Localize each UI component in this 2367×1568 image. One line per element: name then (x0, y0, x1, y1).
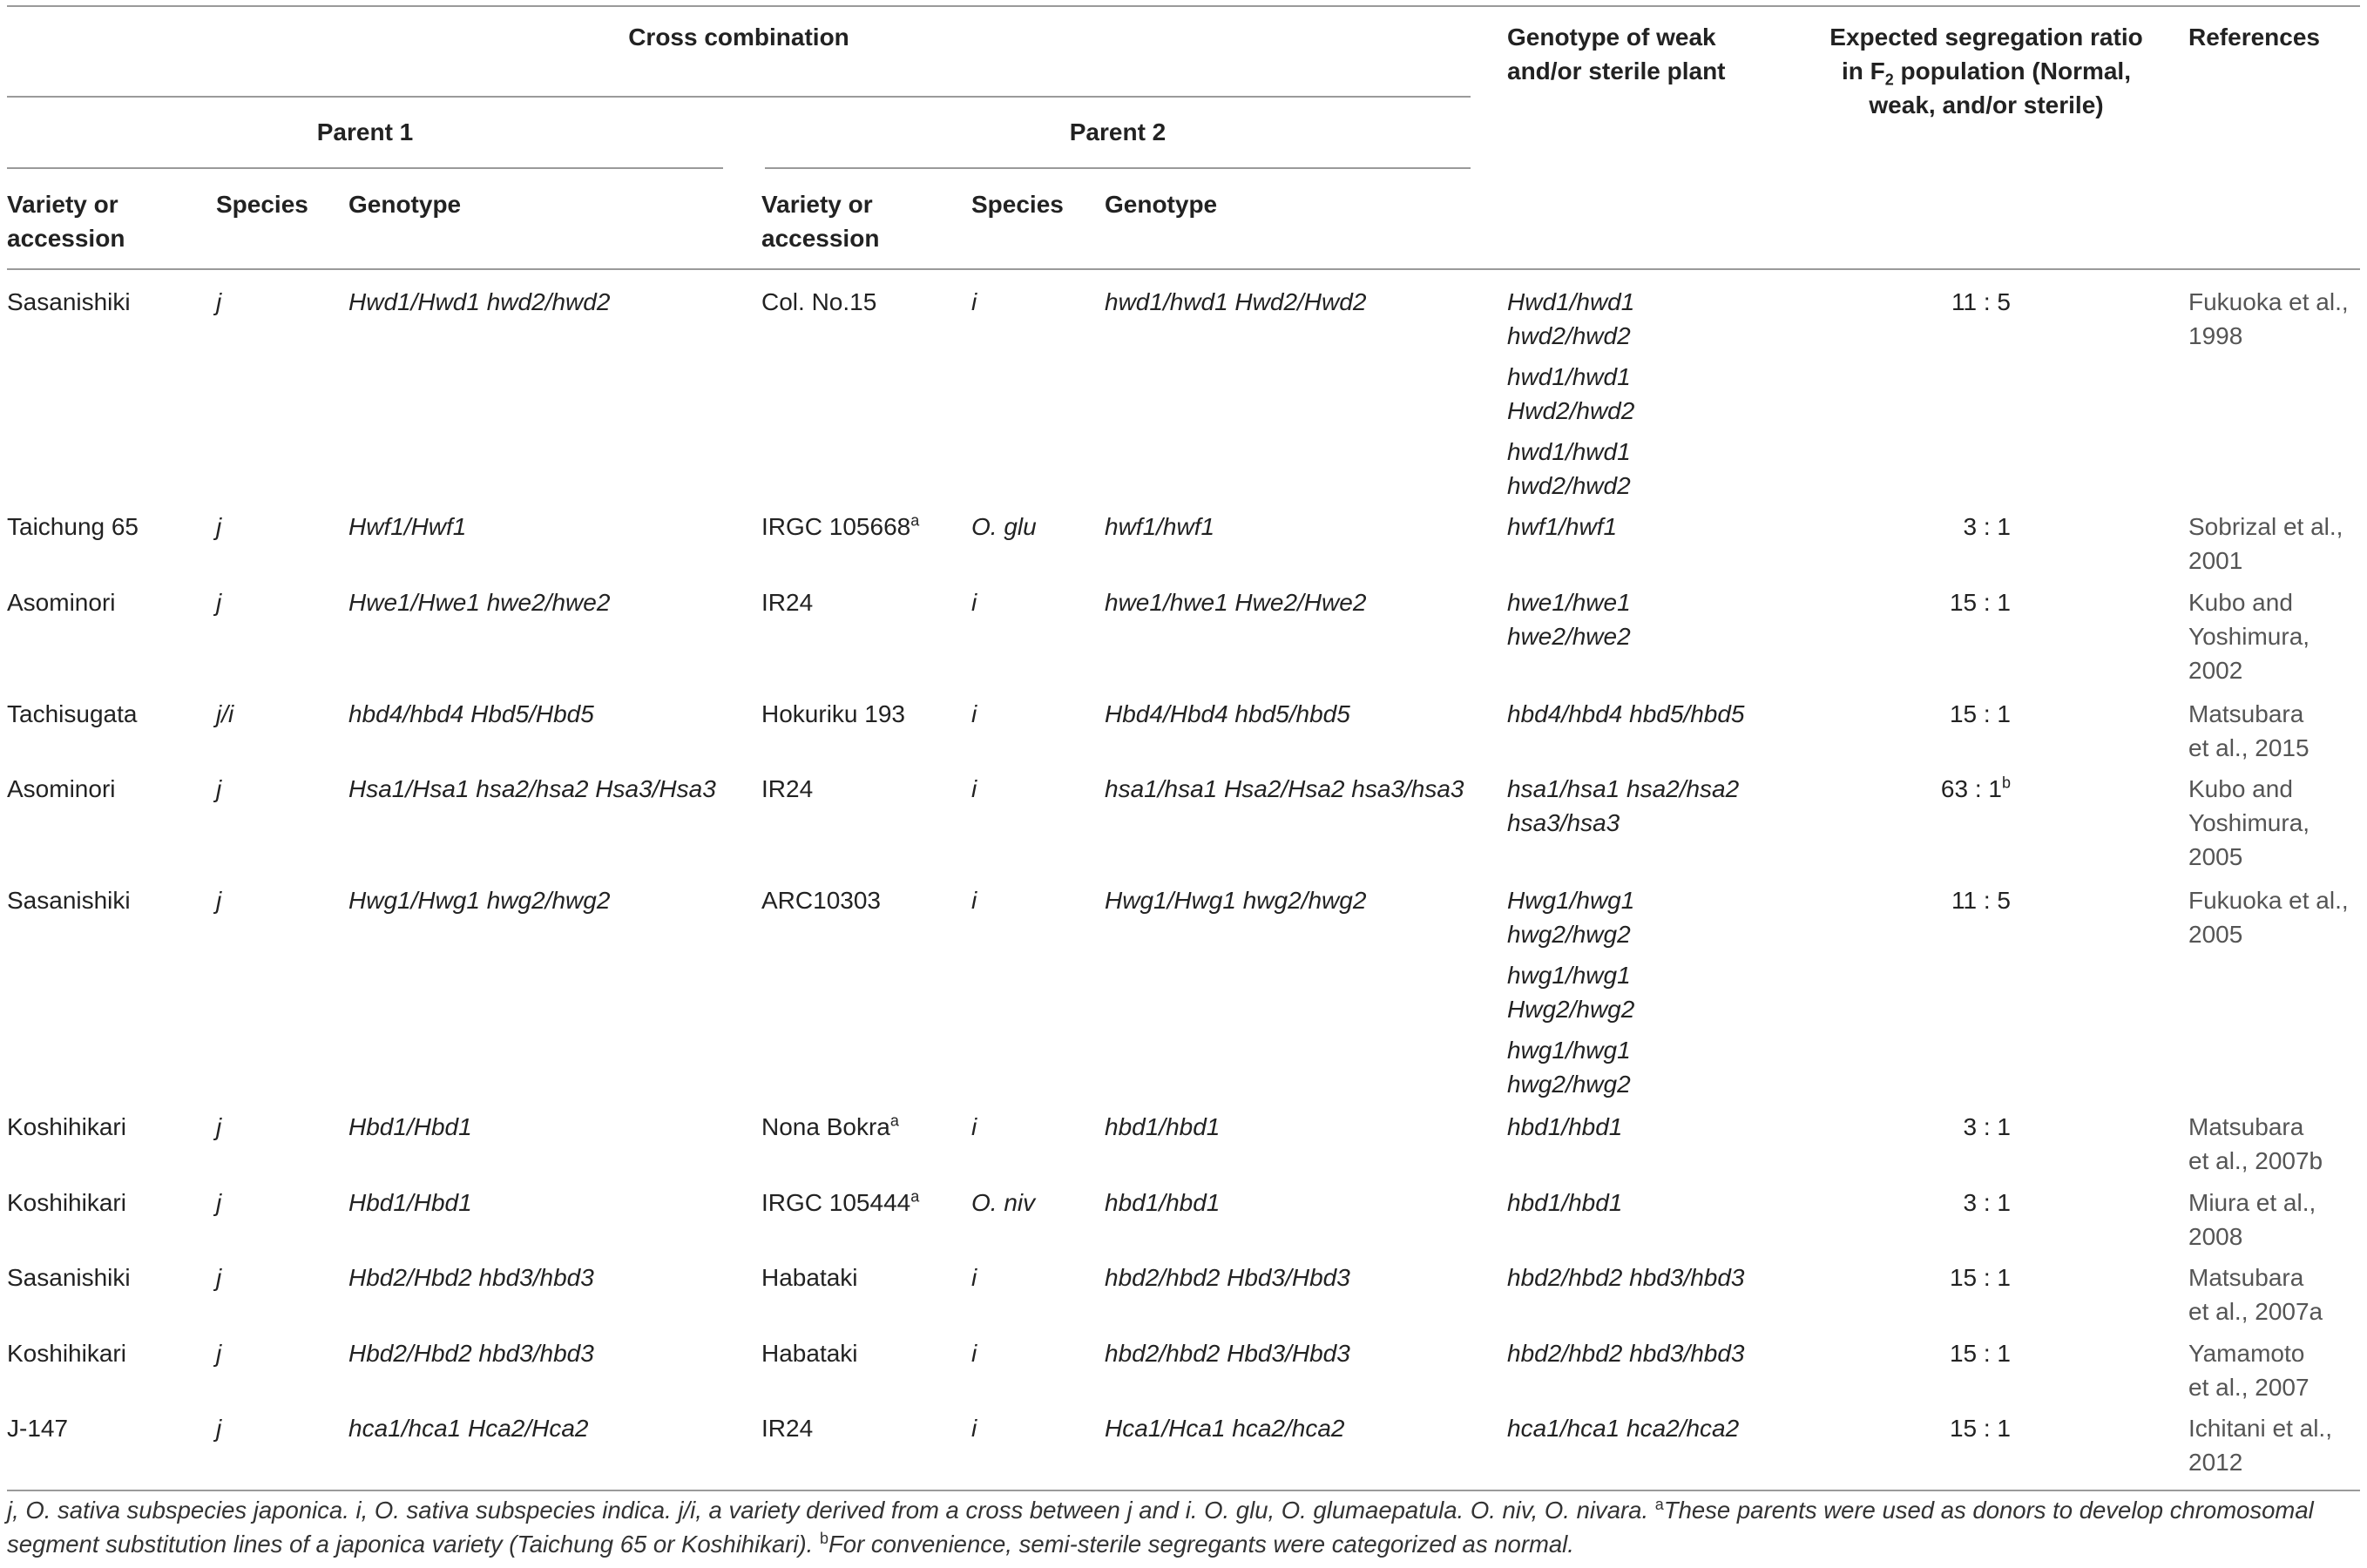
p2-variety-name: IR24 (761, 775, 814, 802)
p1-genotype-cell: Hwf1/Hwf1 (348, 513, 467, 540)
p1-variety-cell: J-147 (7, 1415, 69, 1442)
weak-genotype-line: hwe1/hwe1 (1507, 589, 1631, 616)
segregation-ratio-value: 15 : 1 (1949, 589, 2011, 616)
parent1-rule (7, 167, 723, 169)
table-bottom-rule (7, 1490, 2360, 1491)
p1-variety-cell: Taichung 65 (7, 513, 139, 540)
table-footnote (7, 1493, 2350, 1561)
weak-genotype-line: hsa1/hsa1 hsa2/hsa2 (1507, 775, 1740, 802)
reference-line: Ichitani et al., (2188, 1415, 2332, 1442)
parent2-rule (765, 167, 1471, 169)
segregation-ratio-cell (1899, 1260, 2011, 1294)
p2-variety-cell (761, 772, 813, 806)
p2-species-cell: i (971, 1113, 977, 1140)
parent2-header: Parent 2 (1069, 118, 1167, 145)
p1-variety-cell: Sasanishiki (7, 887, 131, 914)
p1-genotype-cell: Hsa1/Hsa1 hsa2/hsa2 Hsa3/Hsa3 (348, 775, 716, 802)
segregation-ratio-header (1803, 20, 2169, 122)
weak-genotype-line: Hwd2/hwd2 (1507, 397, 1635, 424)
weak-genotype-line: hwd2/hwd2 (1507, 322, 1631, 349)
weak-genotype-line: hwg1/hwg1 (1507, 1037, 1631, 1064)
p1-variety-cell: Sasanishiki (7, 288, 131, 315)
cross-combination-header: Cross combination (628, 24, 849, 51)
segregation-ratio-value: 15 : 1 (1949, 1264, 2011, 1291)
p2-genotype-cell: hbd2/hbd2 Hbd3/Hbd3 (1105, 1264, 1350, 1291)
weak-genotype-cell (1507, 1186, 1622, 1220)
p1-species-cell: j/i (216, 700, 234, 727)
reference-line: 2005 (2188, 843, 2243, 870)
p1-genotype-cell: Hbd2/Hbd2 hbd3/hbd3 (348, 1264, 594, 1291)
p1-species-header: Species (216, 191, 308, 218)
reference-line: 2012 (2188, 1449, 2243, 1476)
reference-cell (2188, 1411, 2332, 1479)
p2-genotype-cell: hsa1/hsa1 Hsa2/Hsa2 hsa3/hsa3 (1105, 775, 1464, 802)
p2-genotype-header: Genotype (1105, 191, 1218, 218)
weak-genotype-header (1507, 20, 1726, 88)
reference-line: Yamamoto (2188, 1340, 2305, 1367)
reference-line: Miura et al., (2188, 1189, 2316, 1216)
segregation-ratio-cell (1899, 585, 2011, 619)
p1-genotype-header: Genotype (348, 191, 462, 218)
p1-species-cell: j (216, 1113, 222, 1140)
p2-variety-name: Habataki (761, 1340, 858, 1367)
p2-variety-name: IRGC 105668 (761, 513, 911, 540)
p1-variety-header-line2: accession (7, 225, 125, 252)
p2-variety-name: IR24 (761, 589, 814, 616)
p2-species-cell: i (971, 1415, 977, 1442)
p2-genotype-cell: hwd1/hwd1 Hwd2/Hwd2 (1105, 288, 1367, 315)
p1-species-cell: j (216, 887, 222, 914)
p2-variety-cell (761, 1411, 813, 1445)
p1-species-cell: j (216, 513, 222, 540)
segregation-header-line1: Expected segregation ratio (1829, 24, 2143, 51)
weak-genotype-cell (1507, 285, 1634, 503)
weak-genotype-cell (1507, 1110, 1622, 1144)
reference-line: Matsubara (2188, 700, 2304, 727)
weak-genotype-cell (1507, 883, 1634, 1101)
p2-variety-note-mark: a (910, 511, 920, 530)
reference-line: et al., 2007 (2188, 1374, 2310, 1401)
weak-genotype-line: hwf1/hwf1 (1507, 513, 1618, 540)
p1-variety-cell: Asominori (7, 589, 116, 616)
weak-genotype-line: hwd2/hwd2 (1507, 472, 1631, 499)
p1-species-cell: j (216, 1264, 222, 1291)
weak-genotype-cell (1507, 585, 1631, 653)
p2-species-cell: i (971, 1264, 977, 1291)
p2-variety-cell (761, 1260, 858, 1294)
p1-species-cell: j (216, 589, 222, 616)
top-rule (7, 5, 2360, 7)
p2-species-cell: O. glu (971, 513, 1037, 540)
weak-genotype-line: hbd2/hbd2 hbd3/hbd3 (1507, 1340, 1745, 1367)
p2-variety-cell (761, 585, 813, 619)
segregation-ratio-cell (1899, 772, 2011, 806)
weak-genotype-line: hsa3/hsa3 (1507, 809, 1620, 836)
p2-variety-header-line1: Variety or (761, 191, 873, 218)
segregation-ratio-cell (1899, 285, 2011, 319)
p2-genotype-cell: hwe1/hwe1 Hwe2/Hwe2 (1105, 589, 1367, 616)
header-bottom-rule (7, 268, 2360, 270)
reference-line: 2008 (2188, 1223, 2243, 1250)
reference-cell (2188, 510, 2343, 578)
weak-genotype-cell (1507, 1336, 1745, 1370)
p1-genotype-cell: Hwd1/Hwd1 hwd2/hwd2 (348, 288, 611, 315)
p2-variety-header (761, 187, 879, 255)
reference-line: Matsubara (2188, 1264, 2304, 1291)
weak-genotype-cell (1507, 510, 1617, 544)
footnote-mark-a: a (1654, 1495, 1664, 1513)
p1-genotype-cell: Hbd2/Hbd2 hbd3/hbd3 (348, 1340, 594, 1367)
segregation-ratio-note-mark: b (2001, 774, 2011, 792)
p2-genotype-cell: Hwg1/Hwg1 hwg2/hwg2 (1105, 887, 1367, 914)
p1-variety-cell: Koshihikari (7, 1113, 126, 1140)
p1-species-cell: j (216, 775, 222, 802)
p2-species-cell: i (971, 700, 977, 727)
reference-cell (2188, 697, 2310, 765)
p2-variety-cell (761, 883, 881, 917)
p2-variety-cell (761, 1186, 919, 1220)
p2-genotype-cell: hbd1/hbd1 (1105, 1189, 1221, 1216)
segregation-ratio-cell (1899, 510, 2011, 544)
p2-genotype-cell: Hca1/Hca1 hca2/hca2 (1105, 1415, 1345, 1442)
p2-variety-cell (761, 1336, 858, 1370)
p2-species-cell: i (971, 589, 977, 616)
p1-genotype-cell: Hbd1/Hbd1 (348, 1189, 472, 1216)
reference-line: Matsubara (2188, 1113, 2304, 1140)
p2-genotype-cell: hwf1/hwf1 (1105, 513, 1215, 540)
weak-genotype-line: Hwd1/hwd1 (1507, 288, 1635, 315)
p2-variety-name: IR24 (761, 1415, 814, 1442)
segregation-header-line2: in $F_2$ population (Normal, (1842, 57, 2131, 89)
p2-variety-header-line2: accession (761, 225, 880, 252)
p1-variety-header-line1: Variety or (7, 191, 118, 218)
reference-line: 2001 (2188, 547, 2243, 574)
p2-species-header: Species (971, 191, 1064, 218)
reference-line: et al., 2007b (2188, 1147, 2323, 1174)
segregation-ratio-value: 11 : 5 (1951, 887, 2011, 914)
p2-variety-name: ARC10303 (761, 887, 881, 914)
p1-variety-cell: Tachisugata (7, 700, 138, 727)
reference-line: Fukuoka et al., (2188, 288, 2349, 315)
footnote-text-3: For convenience, semi-sterile segregants were categorized as normal. (828, 1531, 1574, 1558)
weak-genotype-header-line2: and/or sterile plant (1507, 57, 1726, 84)
p1-variety-cell: Koshihikari (7, 1189, 126, 1216)
segregation-ratio-value: 15 : 1 (1949, 1415, 2011, 1442)
cross-combination-rule (7, 96, 1471, 98)
weak-genotype-cell (1507, 1260, 1745, 1294)
reference-cell (2188, 285, 2349, 353)
reference-line: Fukuoka et al., (2188, 887, 2349, 914)
p1-species-cell: j (216, 1189, 222, 1216)
p1-species-cell: j (216, 1415, 222, 1442)
p1-variety-cell: Asominori (7, 775, 116, 802)
reference-line: 2005 (2188, 921, 2243, 948)
segregation-ratio-value: 3 : 1 (1963, 1113, 2011, 1140)
reference-cell (2188, 772, 2310, 874)
reference-cell (2188, 1186, 2316, 1254)
reference-cell (2188, 1336, 2310, 1404)
weak-genotype-line: hbd2/hbd2 hbd3/hbd3 (1507, 1264, 1745, 1291)
p2-variety-name: Nona Bokra (761, 1113, 890, 1140)
segregation-ratio-cell (1899, 1110, 2011, 1144)
segregation-header-line3: weak, and/or sterile) (1869, 91, 2104, 118)
reference-line: 2002 (2188, 657, 2243, 684)
footnote-mark-b: b (819, 1529, 828, 1547)
segregation-ratio-cell (1899, 1186, 2011, 1220)
reference-cell (2188, 585, 2310, 687)
p2-variety-note-mark: a (889, 1112, 899, 1130)
weak-genotype-cell (1507, 1411, 1739, 1445)
weak-genotype-line: hwg2/hwg2 (1507, 1071, 1631, 1098)
parent1-header: Parent 1 (316, 118, 414, 145)
segregation-ratio-value: 11 : 5 (1951, 288, 2011, 315)
p2-variety-cell (761, 285, 876, 319)
segregation-ratio-cell (1899, 1411, 2011, 1445)
segregation-ratio-cell (1899, 1336, 2011, 1370)
weak-genotype-cell (1507, 772, 1739, 840)
reference-line: et al., 2015 (2188, 734, 2310, 761)
weak-genotype-line: hbd1/hbd1 (1507, 1113, 1623, 1140)
segregation-ratio-value: 63 : 1 (1940, 775, 2002, 802)
p1-genotype-cell: Hwe1/Hwe1 hwe2/hwe2 (348, 589, 611, 616)
p2-variety-cell (761, 510, 919, 544)
p2-variety-name: IRGC 105444 (761, 1189, 911, 1216)
p1-species-cell: j (216, 1340, 222, 1367)
p1-genotype-cell: hbd4/hbd4 Hbd5/Hbd5 (348, 700, 594, 727)
p1-genotype-cell: Hbd1/Hbd1 (348, 1113, 472, 1140)
segregation-ratio-value: 15 : 1 (1949, 1340, 2011, 1367)
weak-genotype-line: hwd1/hwd1 (1507, 438, 1631, 465)
weak-genotype-line: Hwg1/hwg1 (1507, 887, 1635, 914)
p2-species-cell: i (971, 288, 977, 315)
reference-cell (2188, 1260, 2323, 1328)
weak-genotype-line: hwg2/hwg2 (1507, 921, 1631, 948)
weak-genotype-line: hwe2/hwe2 (1507, 623, 1631, 650)
weak-genotype-header-line1: Genotype of weak (1507, 24, 1716, 51)
weak-genotype-line: hbd4/hbd4 hbd5/hbd5 (1507, 700, 1745, 727)
p2-genotype-cell: hbd1/hbd1 (1105, 1113, 1221, 1140)
p2-genotype-cell: hbd2/hbd2 Hbd3/Hbd3 (1105, 1340, 1350, 1367)
weak-genotype-line: Hwg2/hwg2 (1507, 996, 1635, 1023)
p2-species-cell: i (971, 1340, 977, 1367)
segregation-ratio-value: 3 : 1 (1963, 513, 2011, 540)
reference-line: Kubo and (2188, 775, 2293, 802)
weak-genotype-line: hwg1/hwg1 (1507, 962, 1631, 989)
footnote-text-1: j, O. sativa subspecies japonica. i, O. sativa subspecies indica. j/i, a variety derived from a cross between j and i. O. glu, O. glumaepatula. O. niv, O. nivara. (7, 1497, 1655, 1524)
segregation-ratio-value: 3 : 1 (1963, 1189, 2011, 1216)
p1-genotype-cell: Hwg1/Hwg1 hwg2/hwg2 (348, 887, 611, 914)
reference-line: Yoshimura, (2188, 809, 2310, 836)
p2-variety-note-mark: a (910, 1187, 920, 1206)
reference-line: Sobrizal et al., (2188, 513, 2343, 540)
segregation-ratio-value: 15 : 1 (1949, 700, 2011, 727)
p2-species-cell: i (971, 775, 977, 802)
p2-variety-cell (761, 697, 905, 731)
weak-genotype-line: hbd1/hbd1 (1507, 1189, 1623, 1216)
segregation-ratio-cell (1899, 883, 2011, 917)
weak-genotype-line: hca1/hca1 hca2/hca2 (1507, 1415, 1740, 1442)
p2-species-cell: O. niv (971, 1189, 1036, 1216)
p2-genotype-cell: Hbd4/Hbd4 hbd5/hbd5 (1105, 700, 1350, 727)
p1-genotype-cell: hca1/hca1 Hca2/Hca2 (348, 1415, 589, 1442)
reference-cell (2188, 1110, 2323, 1178)
reference-line: Kubo and (2188, 589, 2293, 616)
p1-variety-header (7, 187, 125, 255)
footnote-text-2: These parents were used as donors to develop chromosomal segment substitution lines of a japonica variety (Taichung 65 or Koshihikari). (7, 1497, 2314, 1558)
p1-variety-cell: Koshihikari (7, 1340, 126, 1367)
segregation-ratio-cell (1899, 697, 2011, 731)
weak-genotype-cell (1507, 697, 1745, 731)
reference-line: Yoshimura, (2188, 623, 2310, 650)
reference-line: 1998 (2188, 322, 2243, 349)
p2-species-cell: i (971, 887, 977, 914)
p2-variety-name: Hokuriku 193 (761, 700, 905, 727)
p2-variety-name: Col. No.15 (761, 288, 877, 315)
p2-variety-name: Habataki (761, 1264, 858, 1291)
p2-variety-cell (761, 1110, 899, 1144)
reference-line: et al., 2007a (2188, 1298, 2323, 1325)
p1-species-cell: j (216, 288, 222, 315)
weak-genotype-line: hwd1/hwd1 (1507, 363, 1631, 390)
p1-variety-cell: Sasanishiki (7, 1264, 131, 1291)
references-header: References (2188, 24, 2320, 51)
reference-cell (2188, 883, 2349, 951)
